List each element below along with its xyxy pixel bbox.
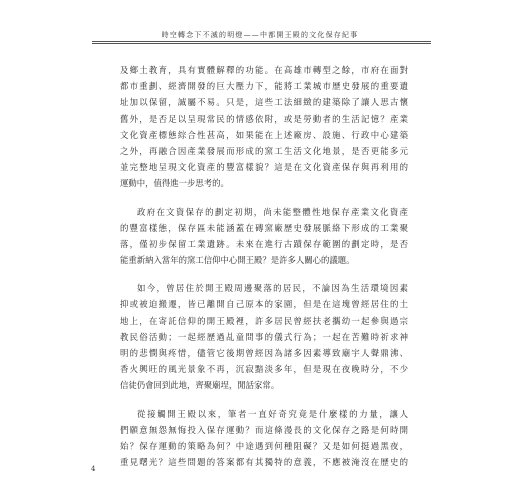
paragraph [120, 62, 408, 192]
text-line: 運動中，值得進一步思考的。 [120, 178, 229, 189]
text-line: 重見曙光？這些問題的答案都有其獨特的意義，不應被淹沒在歷史的 [120, 457, 408, 468]
text-line: 明的悲憫與疼惜，儘管它後期曾經因為諸多因素導致廟宇人聲鼎沸、 [120, 348, 408, 358]
paragraph-gap [120, 394, 408, 406]
text-line: 的豐富樣態，保存區未能涵蓋在磚窯廠歷史發展脈絡下形成的工業聚 [120, 222, 408, 233]
text-line: 之外，再融合因產業發展而形成的窯工生活文化地景，是否更能多元 [120, 145, 408, 156]
header-rule-bottom [92, 43, 431, 44]
paragraph-gap [120, 268, 408, 280]
text-line: 教民俗活動；一起經歷過乩童問事的儀式行為；一起在苦難時祈求神 [120, 331, 408, 342]
text-line: 能重新納入當年的窯工信仰中心開王殿？是許多人關心的議題。 [120, 255, 355, 266]
text-line: 如今，曾居住於開王殿周邊聚落的居民，不論因為生活環境因素 [137, 283, 408, 294]
body-text [120, 62, 408, 470]
text-line: 落，僅初步保留工業遺跡。未來在進行古蹟保存範圍的劃定時，是否 [120, 238, 408, 249]
text-line: 信徒仍會回到此地，齊聚廟埕，閒話家常。 [120, 380, 280, 391]
text-line: 們願意無怨無悔投入保存運動？而這條漫長的文化保存之路是何時開 [120, 424, 408, 435]
page-number: 4 [91, 465, 96, 473]
paragraph [120, 204, 408, 269]
text-line: 舊外，是否足以呈現常民的情感依附，或是勞動者的生活記憶？產業 [120, 113, 408, 124]
text-line: 政府在文資保存的劃定初期，尚未能整體性地保存產業文化資產 [137, 206, 408, 217]
running-header: 時空轉念下不滅的明燈——中都開王殿的文化保存紀事 [161, 31, 359, 39]
text-line: 香火興旺的風光景象不再，沉寂黯淡多年，但是現在夜晚時分，不少 [120, 364, 408, 375]
header-rule-top [92, 41, 431, 42]
paragraph-gap [120, 192, 408, 204]
paragraph [120, 406, 408, 471]
text-line: 及鄉土教育，具有實體解釋的功能。在高雄市轉型之餘，市府在面對 [120, 65, 408, 75]
text-line: 地上，在寄託信仰的開王殿裡，許多居民曾經扶老攜幼一起參與過宗 [120, 315, 408, 326]
text-line: 抑或被迫搬遷，皆已離開自己原本的家園，但是在這塊曾經居住的土 [120, 299, 408, 310]
paragraph [120, 280, 408, 393]
text-line: 址加以保留，誠屬不易。只是，這些工法細緻的建築除了讓人思古懷 [120, 97, 408, 108]
text-line: 從接觸開王殿以來，筆者一直好奇究竟是什麼樣的力量，讓人 [137, 408, 408, 419]
text-line: 始？保存運動的策略為何？中途遇到何種阻礙？又是如何挺過黑夜， [120, 440, 408, 451]
text-line: 並完整地呈現文化資產的豐富樣貌？這是在文化資產保存與再利用的 [120, 162, 408, 173]
text-line: 文化資產標態綜合性甚高，如果能在上述廠房、設施、行政中心建築 [120, 129, 408, 140]
text-line: 都市重劃、經濟開發的巨大壓力下，能將工業城市歷史發展的重要遺 [120, 81, 408, 92]
